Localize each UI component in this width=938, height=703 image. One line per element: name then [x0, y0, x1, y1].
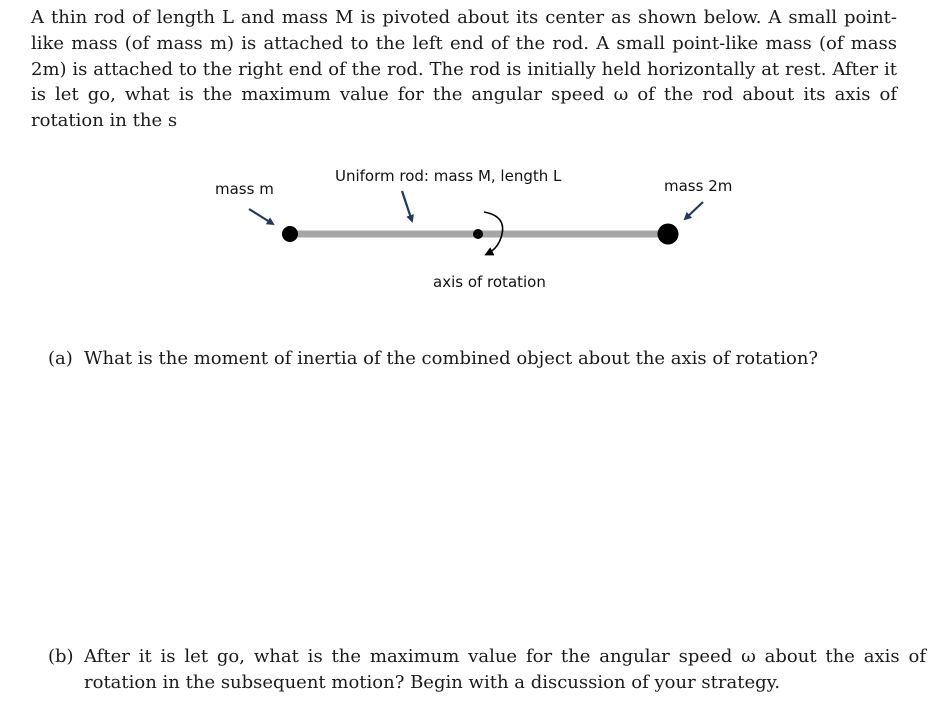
mass-m-point — [282, 226, 298, 242]
mass-2m-arrow-icon — [685, 202, 703, 219]
label-mass-m: mass m — [215, 180, 274, 198]
pivot-point — [473, 229, 483, 239]
rotation-arrow-icon — [484, 212, 503, 254]
rod-arrow-icon — [402, 191, 412, 221]
label-axis-of-rotation: axis of rotation — [433, 273, 546, 291]
mass-2m-point — [658, 224, 679, 245]
label-rod: Uniform rod: mass M, length L — [335, 167, 562, 185]
question-a-text: What is the moment of inertia of the combined object about the axis of rotation? — [84, 348, 819, 369]
label-mass-2m: mass 2m — [664, 177, 733, 195]
question-a-letter: (a) — [48, 348, 73, 369]
question-b-text: After it is let go, what is the maximum value for the angular speed ω about the axis of rotation in the subsequent motion? Begin with a discussion of your strategy. — [84, 646, 926, 693]
question-b — [48, 644, 926, 695]
question-b-letter: (b) — [48, 646, 74, 667]
question-a — [48, 346, 908, 372]
problem-intro: A thin rod of length L and mass M is pivoted about its center as shown below. A small point-like mass (of mass m) is attached to the left end of the rod. A small point-like mass (of mass 2m) is attached to the right end of the rod. The rod is initially held horizontally at rest. After it is let go, what is the maximum value for the angular speed ω of the rod about its axis of rotation in the s — [31, 7, 897, 132]
mass-m-arrow-icon — [249, 209, 273, 224]
